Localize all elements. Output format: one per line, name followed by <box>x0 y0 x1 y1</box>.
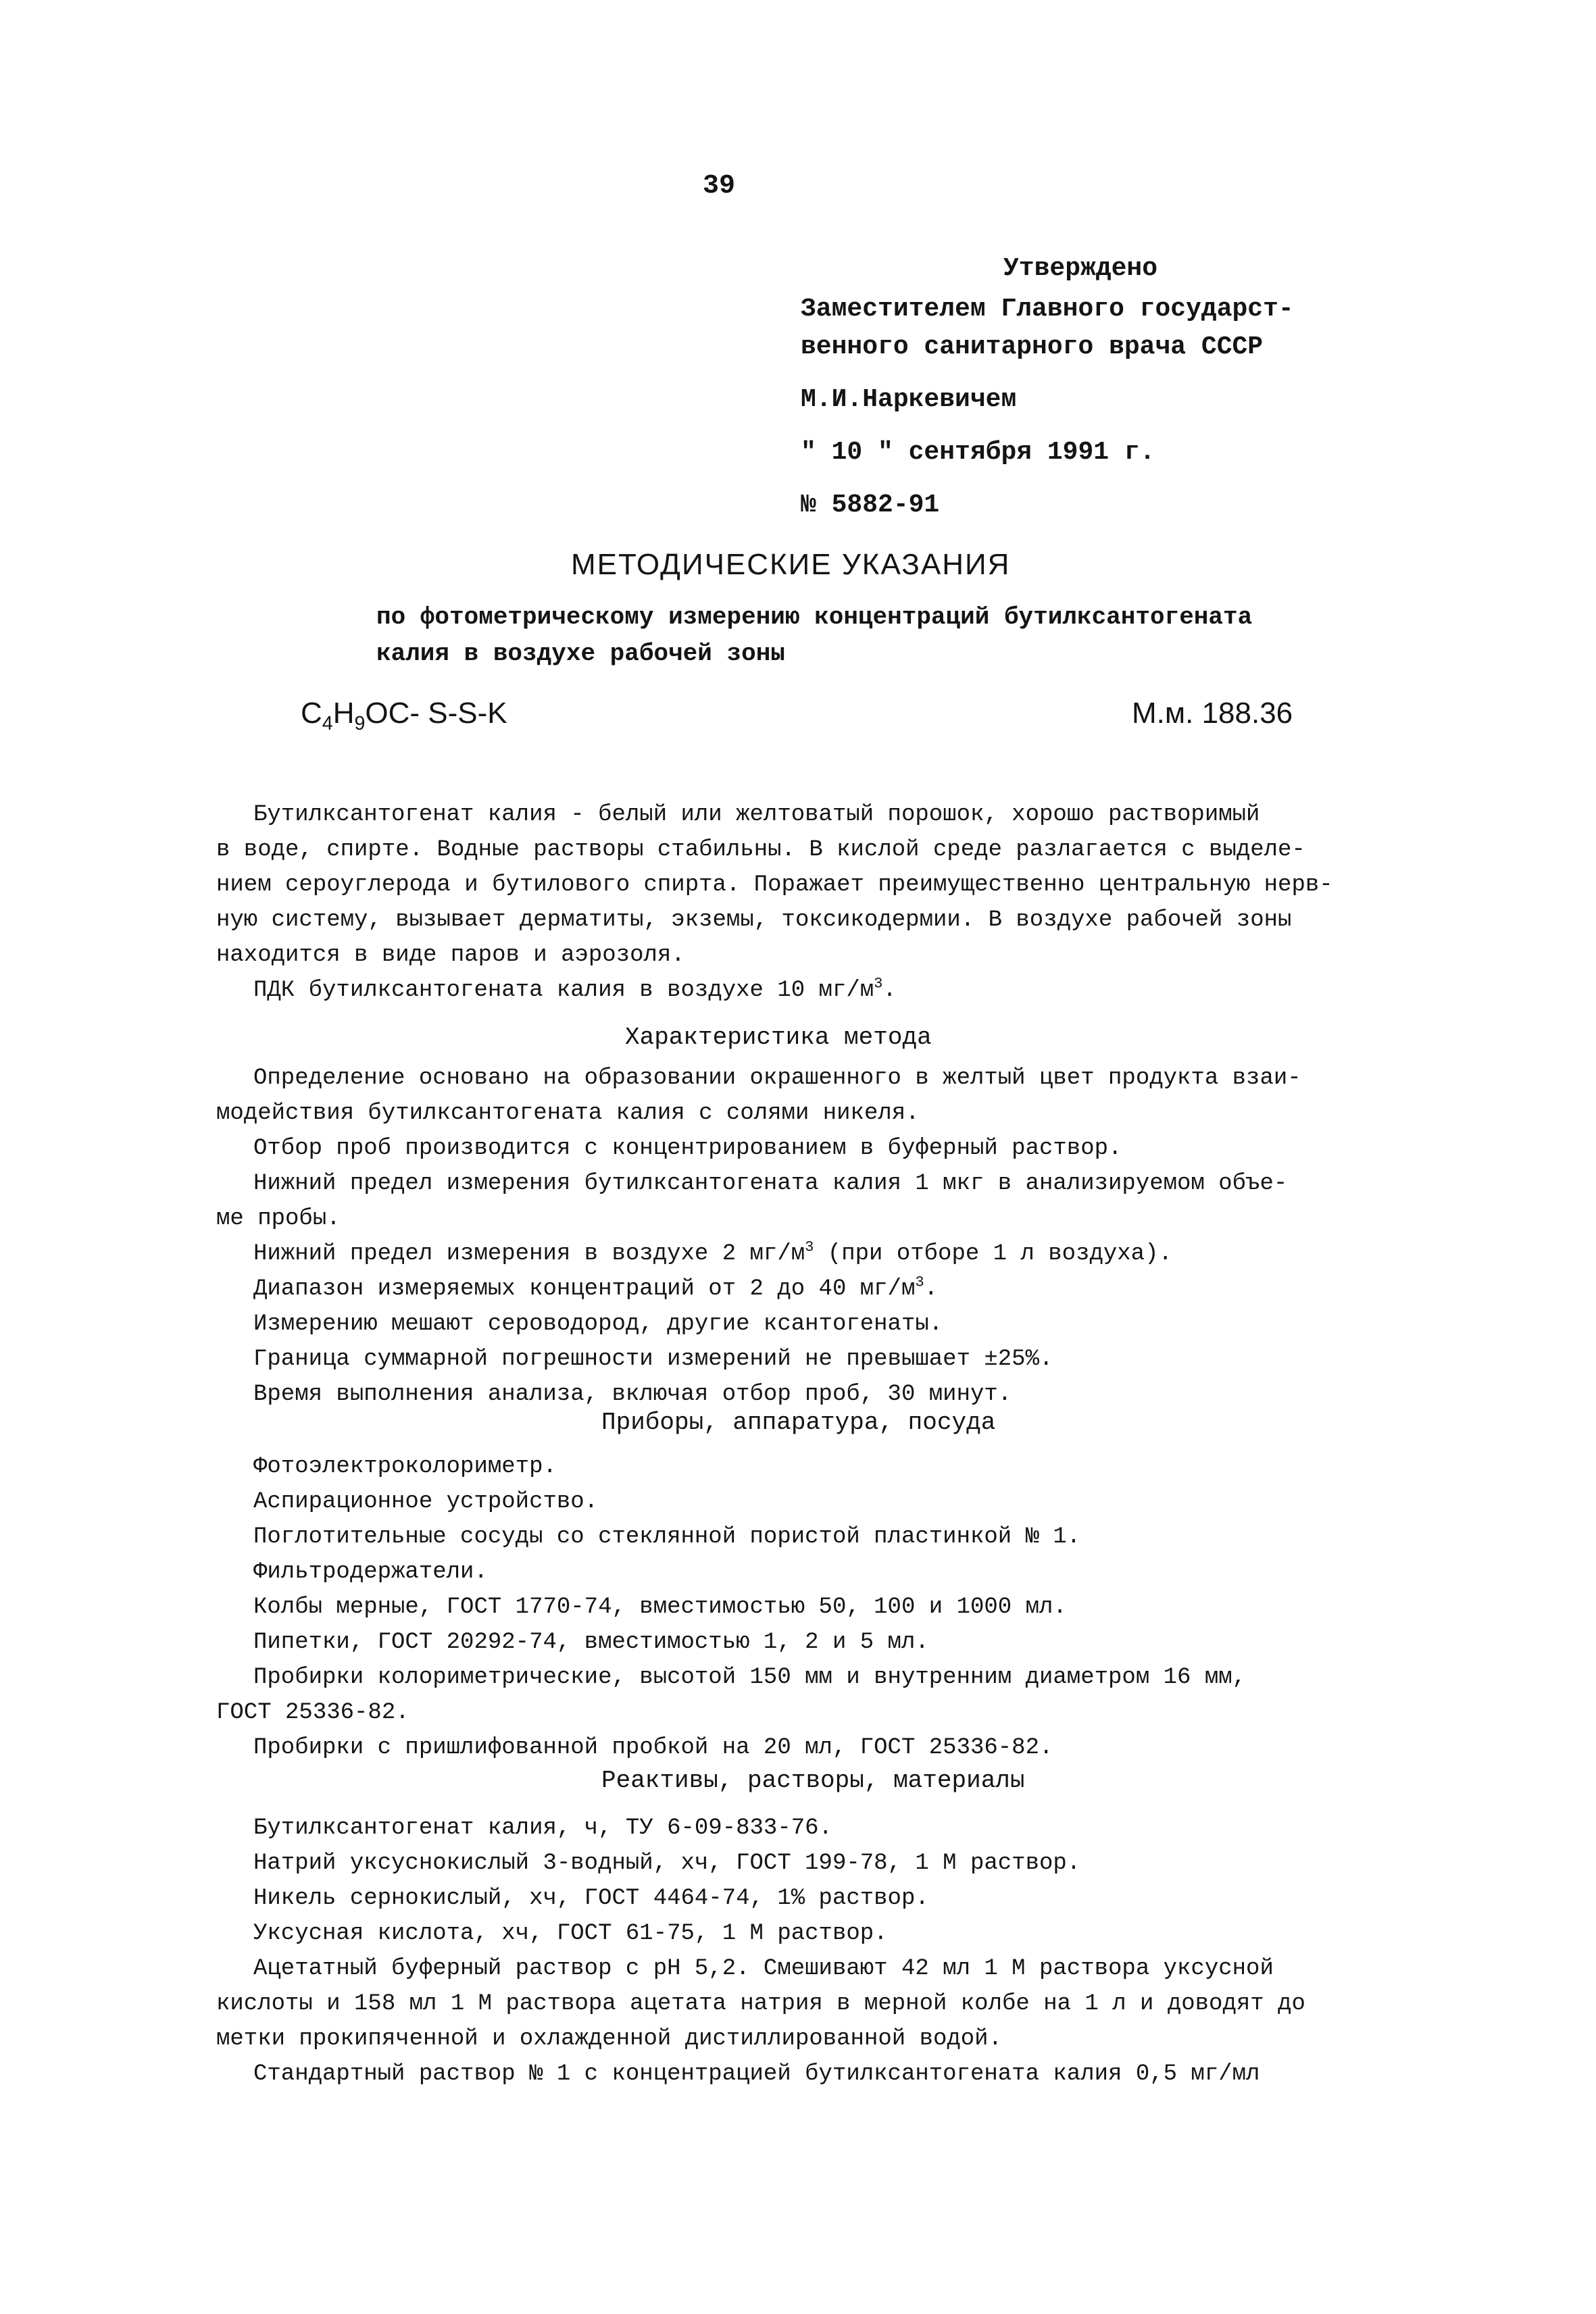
list-item: Пробирки с пришлифованной пробкой на 20 мл, ГОСТ 25336-82. <box>253 1735 1053 1761</box>
list-item: Пробирки колориметрические, высотой 150 мм и внутренним диаметром 16 мм, <box>253 1665 1247 1690</box>
approval-block <box>801 250 1294 524</box>
text-line: находится в виде паров и аэрозоля. <box>216 942 685 968</box>
list-item: Фильтродержатели. <box>253 1559 488 1585</box>
text-line: Нижний предел измерения бутилксантогената калия 1 мкг в анализируемом объе- <box>253 1171 1288 1197</box>
method-section <box>216 1061 1432 1412</box>
formula-part: H <box>332 697 355 730</box>
text-part: Нижний предел измерения в воздухе 2 мг/м <box>253 1241 805 1267</box>
superscript: 3 <box>805 1238 814 1256</box>
text-line: Определение основано на образовании окрашенного в желтый цвет продукта взаи- <box>253 1065 1301 1091</box>
text-part: Диапазон измеряемых концентраций от 2 до 40 мг/м <box>253 1276 916 1302</box>
list-item-continuation: метки прокипяченной и охлажденной дистиллированной водой. <box>216 2026 1002 2052</box>
list-item-continuation: кислоты и 158 мл 1 М раствора ацетата натрия в мерной колбе на 1 л и доводят до <box>216 1991 1305 2017</box>
list-item-continuation: ГОСТ 25336-82. <box>216 1700 409 1726</box>
section-heading-reagents: Реактивы, растворы, материалы <box>601 1767 1025 1794</box>
pdk-line <box>216 973 1432 1008</box>
reagents-section <box>216 1811 1432 2092</box>
approval-name: М.И.Наркевичем <box>801 385 1017 414</box>
equipment-section <box>216 1449 1432 1765</box>
list-item: Колбы мерные, ГОСТ 1770-74, вместимостью 50, 100 и 1000 мл. <box>253 1594 1067 1620</box>
formula-subscript: 4 <box>322 712 333 734</box>
list-item: Стандартный раствор № 1 с концентрацией бутилксантогената калия 0,5 мг/мл <box>253 2061 1260 2087</box>
intro-paragraph <box>216 797 1432 1008</box>
document-subtitle <box>376 599 1252 672</box>
text-line: Граница суммарной погрешности измерений не превышает ±25%. <box>253 1347 1053 1372</box>
list-item: Поглотительные сосуды со стеклянной пористой пластинкой № 1. <box>253 1524 1081 1550</box>
page-number: 39 <box>703 171 736 201</box>
list-item: Бутилксантогенат калия, ч, ТУ 6-09-833-76. <box>253 1815 832 1841</box>
approval-date: " 10 " сентября 1991 г. <box>801 438 1155 467</box>
pdk-text: ПДК бутилксантогената калия в воздухе 10 мг/м <box>253 978 874 1003</box>
list-item: Пипетки, ГОСТ 20292-74, вместимостью 1, 2 и 5 мл. <box>253 1630 929 1655</box>
formula-part: C <box>301 697 322 730</box>
approval-line: венного санитарного врача СССР <box>801 332 1264 361</box>
list-item: Фотоэлектроколориметр. <box>253 1454 557 1480</box>
molecular-mass: М.м. 188.36 <box>1132 697 1293 730</box>
text-part: (при отборе 1 л воздуха). <box>814 1241 1172 1267</box>
text-line: Бутилксантогенат калия - белый или желтоватый порошок, хорошо растворимый <box>253 802 1260 828</box>
text-line: нием сероуглерода и бутилового спирта. Поражает преимущественно центральную нерв- <box>216 872 1333 898</box>
text-line: в воде, спирте. Водные растворы стабильны. В кислой среде разлагается с выделе- <box>216 837 1305 863</box>
subtitle-line: калия в воздухе рабочей зоны <box>376 640 785 668</box>
pdk-end: . <box>882 978 897 1003</box>
list-item: Аспирационное устройство. <box>253 1489 599 1515</box>
text-line: Время выполнения анализа, включая отбор проб, 30 минут. <box>253 1382 1012 1407</box>
approval-line: Заместителем Главного государст- <box>801 295 1294 324</box>
text-line: ную систему, вызывает дерматиты, экземы, токсикодермии. В воздухе рабочей зоны <box>216 907 1292 933</box>
text-line: ме пробы. <box>216 1206 341 1232</box>
superscript: 3 <box>915 1274 924 1291</box>
text-part: . <box>924 1276 939 1302</box>
approval-title: Утверждено <box>1003 254 1158 283</box>
section-heading-equipment: Приборы, аппаратура, посуда <box>601 1409 996 1436</box>
text-line <box>216 1236 1432 1272</box>
list-item: Уксусная кислота, хч, ГОСТ 61-75, 1 М раствор. <box>253 1921 888 1946</box>
list-item: Никель сернокислый, хч, ГОСТ 4464-74, 1% раствор. <box>253 1886 929 1911</box>
text-line <box>216 1272 1432 1307</box>
text-line: Измерению мешают сероводород, другие ксантогенаты. <box>253 1311 943 1337</box>
list-item: Натрий уксуснокислый 3-водный, хч, ГОСТ 199-78, 1 М раствор. <box>253 1851 1081 1876</box>
list-item: Ацетатный буферный раствор с рН 5,2. Смешивают 42 мл 1 М раствора уксусной <box>253 1956 1274 1982</box>
formula-subscript: 9 <box>354 712 366 734</box>
superscript: 3 <box>874 975 883 992</box>
formula-part: OC- S-S-K <box>365 697 507 730</box>
document-title: МЕТОДИЧЕСКИЕ УКАЗАНИЯ <box>571 548 1011 581</box>
text-line: Отбор проб производится с концентрированием в буферный раствор. <box>253 1136 1122 1161</box>
chemical-formula <box>301 696 507 734</box>
section-heading-method: Характеристика метода <box>625 1024 932 1051</box>
approval-number: № 5882-91 <box>801 491 940 520</box>
text-line: модействия бутилксантогената калия с солями никеля. <box>216 1101 920 1126</box>
subtitle-line: по фотометрическому измерению концентраций бутилксантогената <box>376 603 1253 631</box>
